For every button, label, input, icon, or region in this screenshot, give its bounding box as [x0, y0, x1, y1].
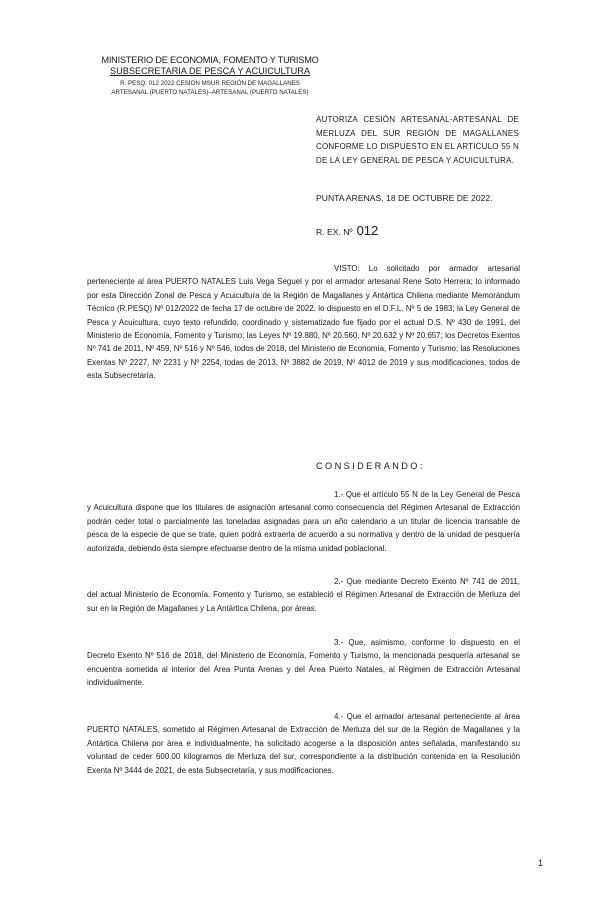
- considerando-4: [87, 710, 520, 777]
- considerando-1: [87, 488, 520, 555]
- letterhead: [80, 55, 340, 96]
- ministry-name: MINISTERIO DE ECONOMIA, FOMENTO Y TURISMO: [101, 55, 319, 65]
- visto-paragraph: [87, 262, 520, 383]
- resolution-date: PUNTA ARENAS, 18 DE OCTUBRE DE 2022.: [316, 193, 493, 203]
- resolution-number-value: 012: [356, 223, 379, 238]
- considerando-2: [87, 575, 520, 615]
- considerando-1-text: 1.- Que el artículo 55 N de la Ley General de Pesca y Acuicultura dispone que los titulares de asignación artesanal como consecuencia del Régimen Artesanal de Extracción podrán ceder total o parcialmente las toneladas asignadas para un año calendario a un titular de licencia transable de pesca de la especie de que se trate, quien podrá extraerla de acuerdo a su normativa y dentro de la unidad de pesquería autorizada, debiendo ésta siempre efectuarse dentro de la misma unidad poblacional.: [87, 490, 520, 553]
- considerando-3-text: 3.- Que, asimismo, conforme lo dispuesto en el Decreto Exento Nº 516 de 2018, del Ministerio de Economía, Fomento y Turismo, la mencionada pesquería artesanal se encuentra sometida al interior del Área Punta Arenas y del Área Puerto Natales, al Régimen de Extracción Artesanal individualmente.: [87, 638, 520, 688]
- considerando-2-text: 2.- Que mediante Decreto Exento Nº 741 de 2011, del actual Ministerio de Economía, Fomento y Turismo, se estableció el Régimen Artesanal de Extracción de Merluza del sur en la Región de Magallanes y La Antártica Chilena, por áreas.: [87, 577, 520, 613]
- resolution-title: AUTORIZA CESIÓN ARTESANAL-ARTESANAL DE MERLUZA DEL SUR REGIÓN DE MAGALLANES CONFORME LO DISPUESTO EN EL ARTICULO 55 N DE LA LEY GENERAL DE PESCA Y ACUICULTURA.: [316, 115, 519, 165]
- considerando-4-text: 4.- Que el armador artesanal perteneciente al área PUERTO NATALES, sometido al Régimen Artesanal de Extracción de Merluza del sur de la Región de Magallanes y la Antártica Chilena por área e individualmente, ha solicitado acogerse a la disposición antes señalada, manifestando su voluntad de ceder 600.00 kilogramos de Merluza del sur, correspondiente a la distribución contenida en la Resolución Exenta Nº 3444 de 2021, de esta Subsecretaría, y sus modificaciones.: [87, 712, 520, 775]
- considerando-3: [87, 636, 520, 690]
- visto-text: Lo solicitado por armador artesanal perteneciente al área PUERTO NATALES Luis Vega Seguel y por el armador artesanal Rene Soto Herrera; lo informado por esta Dirección Zonal de Pesca y Acuicultura de la Región de Magallanes y Antártica Chilena mediante Memorándum Técnico (R.PESQ) Nº 012/2022 de fecha 17 de octubre de 2022. lo dispuesto en el D.F.L. Nº 5 de 1983; la Ley General de Pesca y Acuicultura, cuyo texto refundido, coordinado y sistematizado fue fijado por el actual D.S. Nº 430 de 1991, del Ministerio de Economía, Fomento y Turismo; las Leyes Nº 19.880, Nº 20.560, Nº 20.632 y Nº 20.657; los Decretos Exentos Nº 741 de 2011, Nº 459, Nº 516 y Nº 546, todos de 2018, del Ministerio de Economía, Fomento y Turismo; las Resoluciones Exentas Nº 2227, Nº 2231 y Nº 2254, todas de 2013, Nº 3882 de 2019, Nº 4012 de 2019 y sus modificaciones, todos de esta Subsecretaría.: [87, 264, 520, 381]
- subsecretariat-name: SUBSECRETARIA DE PESCA Y ACUICULTURA: [110, 66, 310, 76]
- reference-line-2: ARTESANAL (PUERTO NATALES)–ARTESANAL (PUERTO NATALES): [111, 89, 309, 96]
- page-number: 1: [538, 858, 544, 868]
- resolution-number: [316, 223, 378, 238]
- resolution-number-label: R. EX. Nº: [316, 227, 353, 237]
- visto-lead: VISTO:: [334, 264, 360, 273]
- considerando-heading: CONSIDERANDO:: [316, 461, 425, 471]
- reference-line-1: R. PESQ. 012 2022 CESION MSUR REGIÓN DE MAGALLANES: [120, 80, 300, 87]
